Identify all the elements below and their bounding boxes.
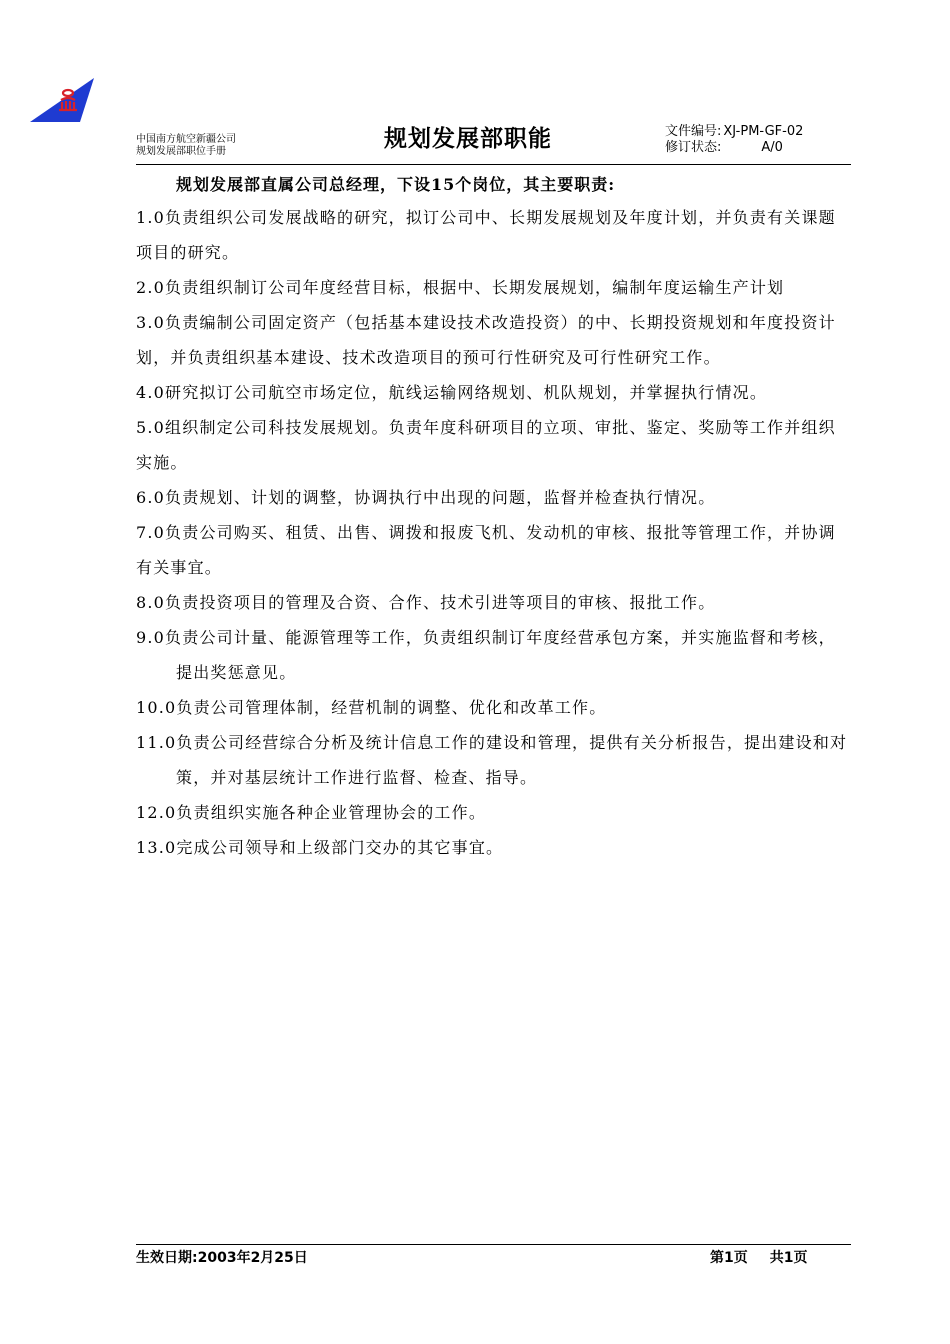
company-line-2: 规划发展部职位手册 (136, 146, 226, 157)
footer-divider (136, 1244, 851, 1245)
page-number: 第1页 (710, 1250, 748, 1266)
document-info (665, 124, 803, 156)
duty-item-9: 9.0负责公司计量、能源管理等工作，负责组织制订年度经营承包方案，并实施监督和考核，提出奖惩意见。 (136, 628, 836, 682)
duty-item-13: 13.0完成公司领导和上级部门交办的其它事宜。 (136, 838, 504, 857)
document-body (136, 170, 852, 865)
revision-label: 修订状态: (665, 140, 722, 155)
duty-item-2: 2.0负责组织制订公司年度经营目标，根据中、长期发展规划，编制年度运输生产计划 (136, 278, 785, 297)
duty-item-1: 1.0负责组织公司发展战略的研究，拟订公司中、长期发展规划及年度计划，并负责有关课题项目的研究。 (136, 208, 836, 262)
duty-item-12: 12.0负责组织实施各种企业管理协会的工作。 (136, 803, 487, 822)
duty-item-5: 5.0组织制定公司科技发展规划。负责年度科研项目的立项、审批、鉴定、奖励等工作并组织实施。 (136, 418, 836, 472)
duty-item-8: 8.0负责投资项目的管理及合资、合作、技术引进等项目的审核、报批工作。 (136, 593, 716, 612)
duty-item-11: 11.0负责公司经营综合分析及统计信息工作的建设和管理，提供有关分析报告，提出建设和对策，并对基层统计工作进行监督、检查、指导。 (136, 733, 848, 787)
company-logo (28, 76, 94, 124)
effective-date: 生效日期:2003年2月25日 (136, 1250, 308, 1266)
duty-item-10: 10.0负责公司管理体制，经营机制的调整、优化和改革工作。 (136, 698, 607, 717)
duty-item-3: 3.0负责编制公司固定资产（包括基本建设技术改造投资）的中、长期投资规划和年度投资计划，并负责组织基本建设、技术改造项目的预可行性研究及可行性研究工作。 (136, 313, 836, 367)
doc-number-value: XJ-PM-GF-02 (723, 124, 804, 139)
company-line-1: 中国南方航空新疆公司 (136, 134, 236, 145)
company-name (136, 134, 236, 158)
page-total: 共1页 (769, 1250, 808, 1266)
page-title: 规划发展部职能 (384, 126, 552, 152)
intro-text: 规划发展部直属公司总经理，下设15个岗位，其主要职责: (176, 175, 616, 194)
header-divider (136, 164, 851, 165)
duty-item-4: 4.0研究拟订公司航空市场定位，航线运输网络规划、机队规划，并掌握执行情况。 (136, 383, 768, 402)
page-indicator (710, 1247, 808, 1267)
doc-number-label: 文件编号: (665, 124, 722, 139)
revision-row (665, 140, 803, 156)
duty-item-6: 6.0负责规划、计划的调整，协调执行中出现的问题，监督并检查执行情况。 (136, 488, 716, 507)
revision-value: A/0 (761, 140, 783, 155)
duty-item-7: 7.0负责公司购买、租赁、出售、调拨和报废飞机、发动机的审核、报批等管理工作，并协调有关事宜。 (136, 523, 836, 577)
doc-number-row (665, 124, 803, 140)
